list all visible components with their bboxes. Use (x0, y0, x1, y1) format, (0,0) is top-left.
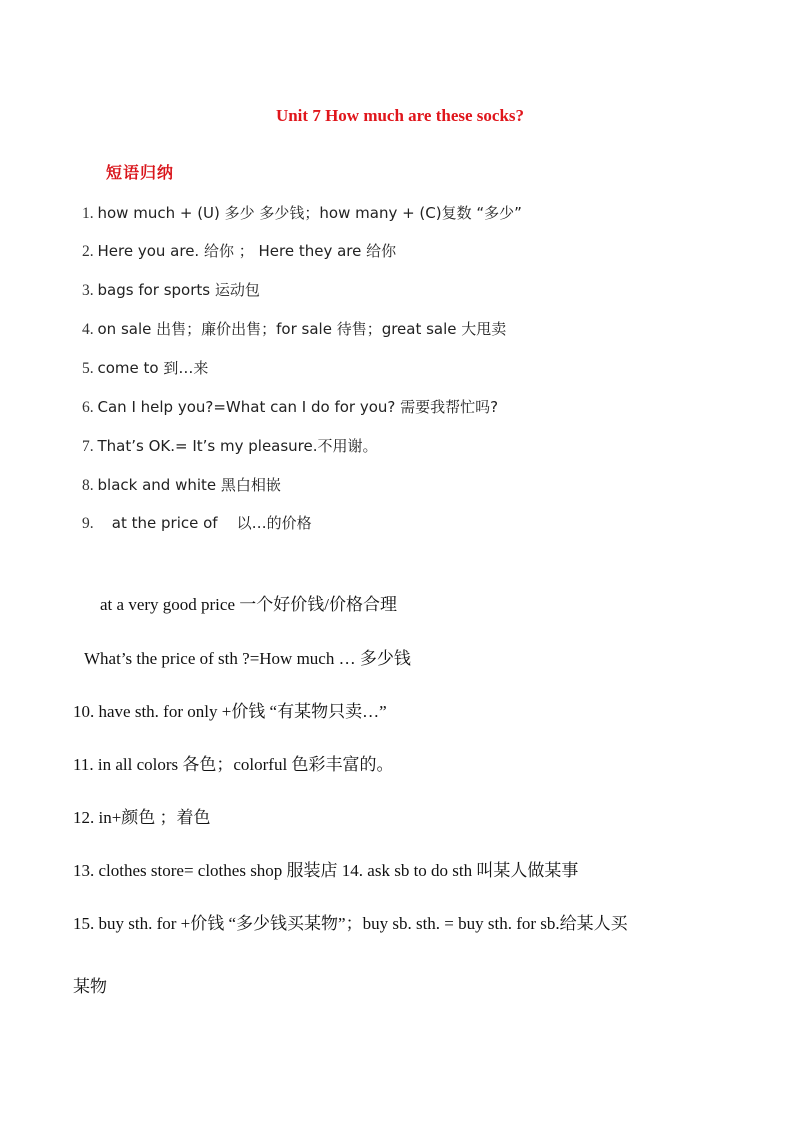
page-title: Unit 7 How much are these socks? (275, 106, 525, 125)
phrase-text: on sale 出售；廉价出售；for sale 待售；great sale 大甩卖 (97, 320, 507, 338)
text-line-6: 13. clothes store= clothes shop 服装店 14. ask sb to do sth 叫某人做某事 (73, 861, 579, 880)
phrase-item-7 (82, 435, 378, 456)
phrase-number: 8. (82, 477, 94, 494)
phrase-text: Can I help you?=What can I do for you? 需要我帮忙吗? (97, 398, 499, 416)
phrase-item-2 (82, 240, 396, 261)
phrase-item-9 (82, 512, 312, 533)
phrase-item-4 (82, 318, 506, 339)
text-line-1: at a very good price 一个好价钱/价格合理 (100, 595, 397, 614)
phrase-number: 2. (82, 243, 94, 260)
phrase-item-6 (82, 396, 498, 417)
phrase-number: 7. (82, 438, 94, 455)
text-line-7: 15. buy sth. for +价钱 “多少钱买某物”；buy sb. sth. = buy sth. for sb.给某人买 (73, 914, 628, 933)
phrase-text: how much + (U) 多少 多少钱；how many + (C)复数 “多少” (97, 204, 522, 222)
phrase-item-1 (82, 202, 522, 223)
text-line-8: 某物 (73, 977, 107, 996)
phrase-text: black and white 黑白相嵌 (97, 476, 281, 494)
phrase-number: 6. (82, 399, 94, 416)
phrase-item-8 (82, 474, 281, 495)
text-line-4: 11. in all colors 各色；colorful 色彩丰富的。 (73, 755, 394, 774)
text-line-2: What’s the price of sth ?=How much … 多少钱 (84, 649, 411, 668)
phrase-text: at the price of 以…的价格 (97, 514, 312, 532)
phrase-item-3 (82, 279, 260, 300)
phrase-text: come to 到…来 (97, 359, 209, 377)
phrase-number: 9. (82, 515, 94, 532)
text-line-5: 12. in+颜色 ；着色 (73, 808, 211, 827)
phrase-number: 1. (82, 205, 94, 222)
phrase-text: bags for sports 运动包 (97, 281, 260, 299)
phrase-number: 3. (82, 282, 94, 299)
phrase-text: That’s OK.= It’s my pleasure.不用谢。 (97, 437, 378, 455)
phrase-item-5 (82, 357, 208, 378)
phrase-number: 4. (82, 321, 94, 338)
phrase-number: 5. (82, 360, 94, 377)
phrase-text: Here you are. 给你 ； Here they are 给你 (97, 242, 397, 260)
text-line-3: 10. have sth. for only +价钱 “有某物只卖…” (73, 702, 387, 721)
section-heading: 短语归纳 (106, 163, 175, 182)
